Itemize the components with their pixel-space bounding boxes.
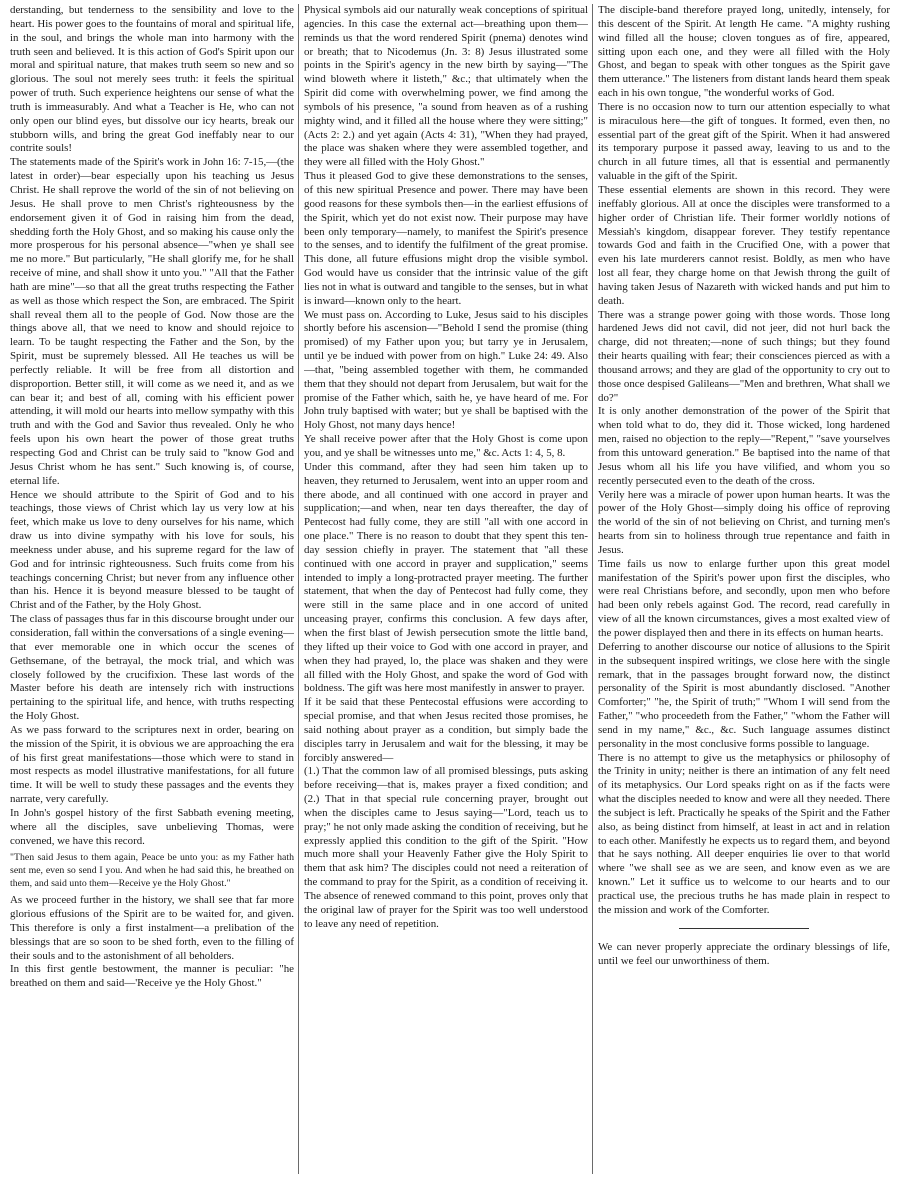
- paragraph: Time fails us now to enlarge further upon this great model manifestation of the Spirit's power upon first the disciples, who were real Christians before, and secondly, upon men who before had been only rebels against God. The record, read carefully in view of all the known circumstances, gives a most exalted view of the power displayed then and there in its effects on human hearts.: [598, 557, 890, 639]
- paragraph: As we proceed further in the history, we shall see that far more glorious effusions of the Spirit are to be waited for, and given. This therefore is only a first instalment—a prelibation of the blessings that are so soon to be shed forth, even to the filling of their souls and to the astonishment of all beholders.: [10, 894, 294, 962]
- paragraph: There is no occasion now to turn our attention especially to what is miraculous here—the gift of tongues. It formed, even then, no essential part of the great gift of the Spirit. When it had answered its temporary purpose it passed away, leaving to us and to the church in all future times, all that is essential and permanently valuable in the gift of the Spirit.: [598, 100, 890, 183]
- paragraph: Physical symbols aid our naturally weak conceptions of spiritual agencies. In this case the external act—breathing upon them—reminds us that the word rendered Spirit (pnema) denotes wind or breath; that to Nicodemus (Jn. 3: 8) Jesus illustrated some points in the Spirit's agency in the new birth by saying—"The wind bloweth where it listeth," &c.; that ultimately when the Spirit did come with overwhelming power, we find among the symbols of his presence, "a sound from heaven as of a rushing mighty wind, and it filled all the house where they were sitting;" (Acts 2: 2.) and yet again (Acts 4: 31), "When they had prayed, the place was shaken where they were assembled together, and they were all filled with the Holy Ghost.": [304, 4, 588, 169]
- paragraph: The statements made of the Spirit's work in John 16: 7-15,—(the latest in order)—bear especially upon his teaching us Jesus Christ. He shall reprove the world of the sin of not believing on Jesus. He shall prove to men Christ's righteousness by the endorsement given it of God in raising him from the dead, shedding forth the Holy Ghost, and so making his cause only the more prosperous for his personal absence—"when ye shall see me no more." But particularly, "He shall glorify me, for he shall receive of mine, and shall show it unto you." "All that the Father hath are mine"—so that all the great truths respecting the Father as well as those which respect the Son, are embraced. The Spirit shall reveal them all to the people of God. Now those are the things above all, that we need to know and should rejoice to learn. To be taught respecting the Father and the Son, by the Spirit, must be supremely blessed. All He teaches us will be perfectly reliable. It will be free from all distortion and disproportion. Better still, it will come as we need it, and as we can bear it; and best of all, coming with his efficient power attending, it will mold our hearts into mellow sympathy with this truth and with the God and Savior thus revealed. Only he who feels upon his own heart the power of those great truths respecting God and Christ can be truly said to "know God and Jesus Christ whom he has sent." Such knowing is, of course, eternal life.: [10, 156, 294, 487]
- section-divider: [679, 928, 809, 929]
- paragraph: Ye shall receive power after that the Holy Ghost is come upon you, and ye shall be witnesses unto me," &c. Acts 1: 4, 5, 8.: [304, 433, 588, 459]
- paragraph: (1.) That the common law of all promised blessings, puts asking before receiving—that is, makes prayer a fixed condition; and (2.) That in that special rule concerning prayer, brought out when the disciples came to Jesus saying—"Lord, teach us to pray;" he not only made asking the condition of receiving, but he expressly applied this condition to the gift of the Spirit. "How much more shall your Heavenly Father give the Holy Spirit to them that ask him? The disciples could not need a reiteration of the command to pray for the Spirit, as a condition of receiving it. The absence of renewed command to this point, proves only that the original law of prayer for the Spirit was too well understood to leave any need of repetition.: [304, 765, 588, 930]
- paragraph: derstanding, but tenderness to the sensibility and love to the heart. His power goes to the fountains of moral and spiritual life, in the soul, and brings the whole man into harmony with the truth seen and believed. It is this action of God's Spirit upon our moral and spiritual nature, that makes truth seem so new and so glorious. The soul not merely sees truth: it feels the spiritual power of truth. Such experience heightens our sense of what the truth is immeasurably. And what a Teacher is He, who can not only open our blind eyes, but dissolve our icy hearts, break our stubborn wills, and bring the great God ineffably near to our contrite souls!: [10, 4, 294, 155]
- scripture-quote: "Then said Jesus to them again, Peace be unto you: as my Father hath sent me, even so send I you. And when he had said this, he breathed on them, and said unto them—Receive ye the Holy Ghost.": [10, 852, 294, 889]
- column-2: [304, 4, 588, 1182]
- paragraph: Under this command, after they had seen him taken up to heaven, they returned to Jerusalem, went into an upper room and there abode, and all continued with one accord in prayer and supplication;—and when, near ten days thereafter, the day of Pentecost had fully come, they are still "all with one accord in one place." There is no reason to doubt that they spent this ten-day session chiefly in prayer. The statement that "all these continued with one accord in prayer and supplication," seems intended to imply a long-protracted prayer meeting. The further statement, that when the day of Pentecost had fully come, they were still in the same place and in one accord of united unceasing prayer, confirms this conclusion. A few days after, when the first blast of Jewish persecution smote the little band, they lifted up their voice to God with one accord in prayer, and when they had prayed, lo, the place was shaken and they were all filled with the Holy Ghost, and spake the word of God with boldness. The gift was here most manifestly in answer to prayer.: [304, 460, 588, 695]
- column-1: [10, 4, 294, 1182]
- paragraph: It is only another demonstration of the power of the Spirit that when told what to do, they did it. Those wicked, long hardened men, raised no objection to the reply—"Repent," "save yourselves from this untoward generation." Be baptised into the name of that Jesus whom all his life you have vilified, and whom you so recently persecuted even to the death of the cross.: [598, 405, 890, 487]
- paragraph: There was a strange power going with those words. Those long hardened Jews did not cavil, did not jeer, did not hurl back the charge, did not threaten;—none of such things; but they found their hearts quailing with fear; their consciences pierced as with a thousand arrows; and they are glad of the opportunity to cry out to those once despised Galileans—"Men and brethren, What shall we do?": [598, 308, 890, 404]
- paragraph: These essential elements are shown in this record. They were ineffably glorious. All at once the disciples were transformed to a higher order of Christian life. Their former worldly notions of Messiah's kingdom, disappear forever. They testify repentance towards God and faith in the Crucified One, with a power that even his late murderers cannot resist. Boldly, as men who have lost all fear, they charge home on that Jewish throng the guilt of having taken Jesus of Nazareth with wicked hands and put him to death.: [598, 183, 890, 307]
- paragraph: The class of passages thus far in this discourse brought under our consideration, fall within the conversations of a single evening—that ever memorable one in which occur the scenes of Gethsemane, of the betrayal, the mock trial, and which was closely followed by the crucifixion. These last words of the Master before his death are intensely rich with instructions pertaining to the spiritual life, and hence, with truths respecting the Holy Ghost.: [10, 613, 294, 723]
- paragraph: Hence we should attribute to the Spirit of God and to his teachings, those views of Christ which lay us very low at his feet, which make us love to deny ourselves for his name, which draw us into divine sympathy with his love for souls, his meekness under abuse, and his supreme regard for the law of God and for intrinsic righteousness. Such fruits come from his teachings concerning Christ; but never from any influence other than his. Hence it is beyond measure blessed to be taught of Christ and of the Father, by the Holy Ghost.: [10, 488, 294, 612]
- paragraph: If it be said that these Pentecostal effusions were according to special promise, and that when Jesus recited those promises, he said nothing about prayer as a condition, but simply bade the disciples tarry in Jerusalem and wait for the blessing, it may be forcibly answered—: [304, 696, 588, 764]
- paragraph: Thus it pleased God to give these demonstrations to the senses, of this new spiritual Presence and power. There may have been good reasons for these symbols then—in the earliest effusions of the Spirit, which yet do not exist now. Their purpose may have been only temporary—namely, to manifest the Spirit's presence to the senses, and to identify the fulfilment of the great promise. This done, all future effusions might drop the visible symbol. God would have us consider that the intrinsic value of the gift lies not in what is outward and tangible to the senses, but in what is inward—known only to the heart.: [304, 170, 588, 307]
- paragraph: In John's gospel history of the first Sabbath evening meeting, where all the disciples, save unbelieving Thomas, were convened, we have this record.: [10, 806, 294, 847]
- paragraph: There is no attempt to give us the metaphysics or philosophy of the Trinity in unity; neither is there an intimation of any felt need of its metaphysics. Our Lord speaks right on as if the facts were what the disciples needed to know and were all they needed. There the subject is left. Practically he speaks of the Spirit and the Father also, as being distinct from himself, at least in act and in relation to each other. Manifestly he expects us to regard them, and beyond that he says nothing. All deeper enquiries lie over to that world where "we shall see as we are seen, and know even as we are known." Let it suffice us to welcome to our hearts and to our practical use, the precious truths he has made plain in respect to the mission and work of the Comforter.: [598, 751, 890, 916]
- paragraph: In this first gentle bestowment, the manner is peculiar: "he breathed on them and said—'Receive ye the Holy Ghost.": [10, 963, 294, 990]
- paragraph: Verily here was a miracle of power upon human hearts. It was the power of the Holy Ghost—simply doing his office of reproving the world of the sin of not believing on Christ, and turning men's hearts from sin to holiness through true repentance and faith in Jesus.: [598, 488, 890, 556]
- column-rule: [592, 4, 593, 1174]
- closing-note: We can never properly appreciate the ordinary blessings of life, until we feel our unworthiness of them.: [598, 940, 890, 967]
- paragraph: Deferring to another discourse our notice of allusions to the Spirit in the subsequent inspired writings, we close here with the single remark, that in the passages brought forward now, the distinct personality of the Spirit is most abundantly disclosed. "Another Comforter;" "he, the Spirit of truth;" "Whom I will send from the Father," "who proceedeth from the Father," "whom the Father will send in my name," &c., &c. Such language assumes distinct personality in the most conclusive forms possible to language.: [598, 640, 890, 750]
- paragraph: As we pass forward to the scriptures next in order, bearing on the mission of the Spirit, it is obvious we are approaching the era of his first great manifestations—those which were to stand in most respects as model illustrative manifestations, for all future time. It will be well to study these passages and the events they narrate, very carefully.: [10, 723, 294, 806]
- column-3: [598, 4, 890, 1182]
- paragraph: The disciple-band therefore prayed long, unitedly, intensely, for this descent of the Spirit. At length He came. "A mighty rushing wind filled all the house; cloven tongues as of fire, appeared, sitting upon each one, and they were all filled with the Holy Ghost, and began to speak with other tongues as the Spirit gave them utterance." The listeners from distant lands heard them speak each in his own tongue, "the wonderful works of God.: [598, 4, 890, 100]
- paragraph: We must pass on. According to Luke, Jesus said to his disciples shortly before his ascension—"Behold I send the promise (thing promised) of my Father upon you; but tarry ye in Jerusalem, until ye be indued with power from on high." Luke 24: 49. Also—that, "being assembled together with them, he commanded them that they should not depart from Jerusalem, but wait for the promise of the Father which, saith he, ye have heard of me. For John truly baptised with water; but ye shall be baptised with the Holy Ghost, not many days hence!: [304, 308, 588, 432]
- column-rule: [298, 4, 299, 1174]
